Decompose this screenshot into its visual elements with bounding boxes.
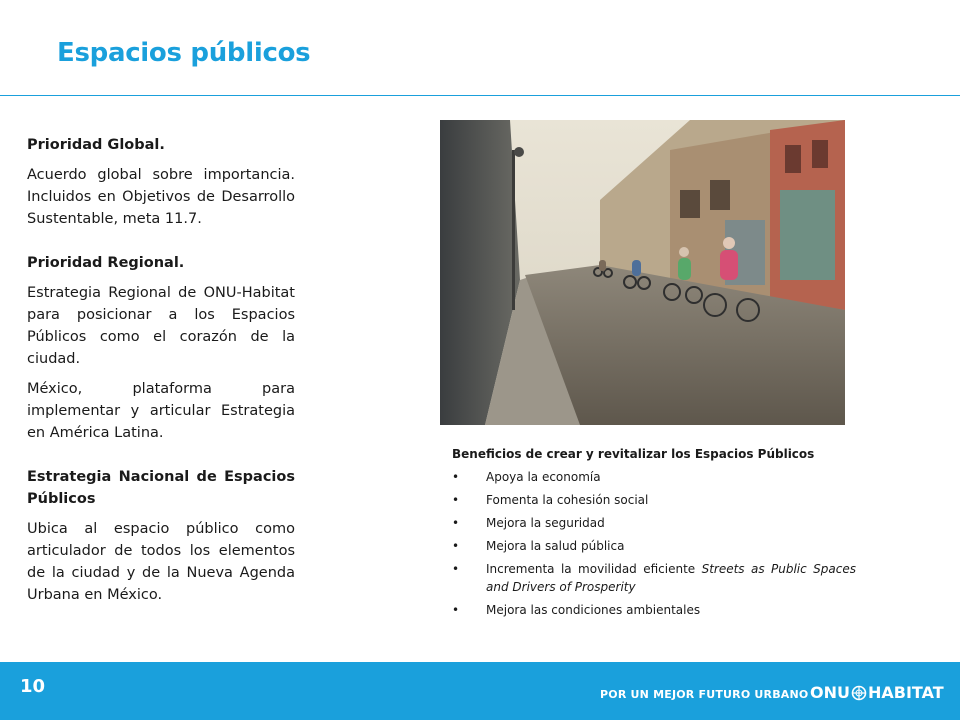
list-item-text: Incrementa la movilidad eficiente (486, 562, 696, 576)
global-priority-heading: Prioridad Global. (27, 137, 165, 153)
bullet: • (452, 493, 460, 507)
left-column (27, 134, 295, 606)
page-number: 10 (20, 676, 46, 697)
footer-bar (0, 662, 960, 720)
national-strategy-heading: Estrategia Nacional de Espacios Públicos (27, 469, 295, 507)
regional-priority-text-2: México, plataforma para implementar y articular Estrategia en América Latina. (27, 381, 295, 441)
national-strategy-text: Ubica al espacio público como articulador de todos los elementos de la ciudad y de la Nueva Agenda Urbana en México. (27, 521, 295, 603)
bullet: • (452, 562, 460, 576)
onu-habitat-logo (810, 683, 944, 702)
global-priority-text: Acuerdo global sobre importancia. Incluidos en Objetivos de Desarrollo Sustentable, meta 11.7. (27, 167, 295, 227)
benefits-title: Beneficios de crear y revitalizar los Espacios Públicos (452, 447, 815, 461)
photo-illustration (440, 120, 845, 425)
list-item (452, 560, 856, 596)
un-emblem-icon (851, 685, 867, 701)
list-item-text: Fomenta la cohesión social (486, 493, 649, 507)
benefits-list (452, 468, 856, 619)
footer-tagline: POR UN MEJOR FUTURO URBANO (600, 688, 809, 701)
list-item-text: Mejora las condiciones ambientales (486, 603, 701, 617)
list-item (452, 468, 856, 486)
list-item (452, 537, 856, 555)
benefits-box (452, 445, 856, 624)
street-cyclists-photo (440, 120, 845, 425)
list-item-text: Apoya la economía (486, 470, 601, 484)
bullet: • (452, 603, 460, 617)
list-item-text: Mejora la seguridad (486, 516, 605, 530)
page-title: Espacios públicos (57, 38, 311, 68)
bullet: • (452, 470, 460, 484)
brand-left-text: ONU (810, 683, 850, 702)
regional-priority-heading: Prioridad Regional. (27, 255, 185, 271)
bullet: • (452, 539, 460, 553)
bullet: • (452, 516, 460, 530)
regional-priority-text: Estrategia Regional de ONU-Habitat para posicionar a los Espacios Públicos como el corazón de la ciudad. (27, 285, 295, 367)
list-item (452, 601, 856, 619)
title-divider (0, 95, 960, 96)
list-item (452, 491, 856, 509)
brand-right-text: HABITAT (867, 683, 944, 702)
list-item-text: Mejora la salud pública (486, 539, 625, 553)
list-item (452, 514, 856, 532)
list-item-italic-text: Streets as Public Spaces and Drivers of Prosperity (486, 562, 856, 594)
